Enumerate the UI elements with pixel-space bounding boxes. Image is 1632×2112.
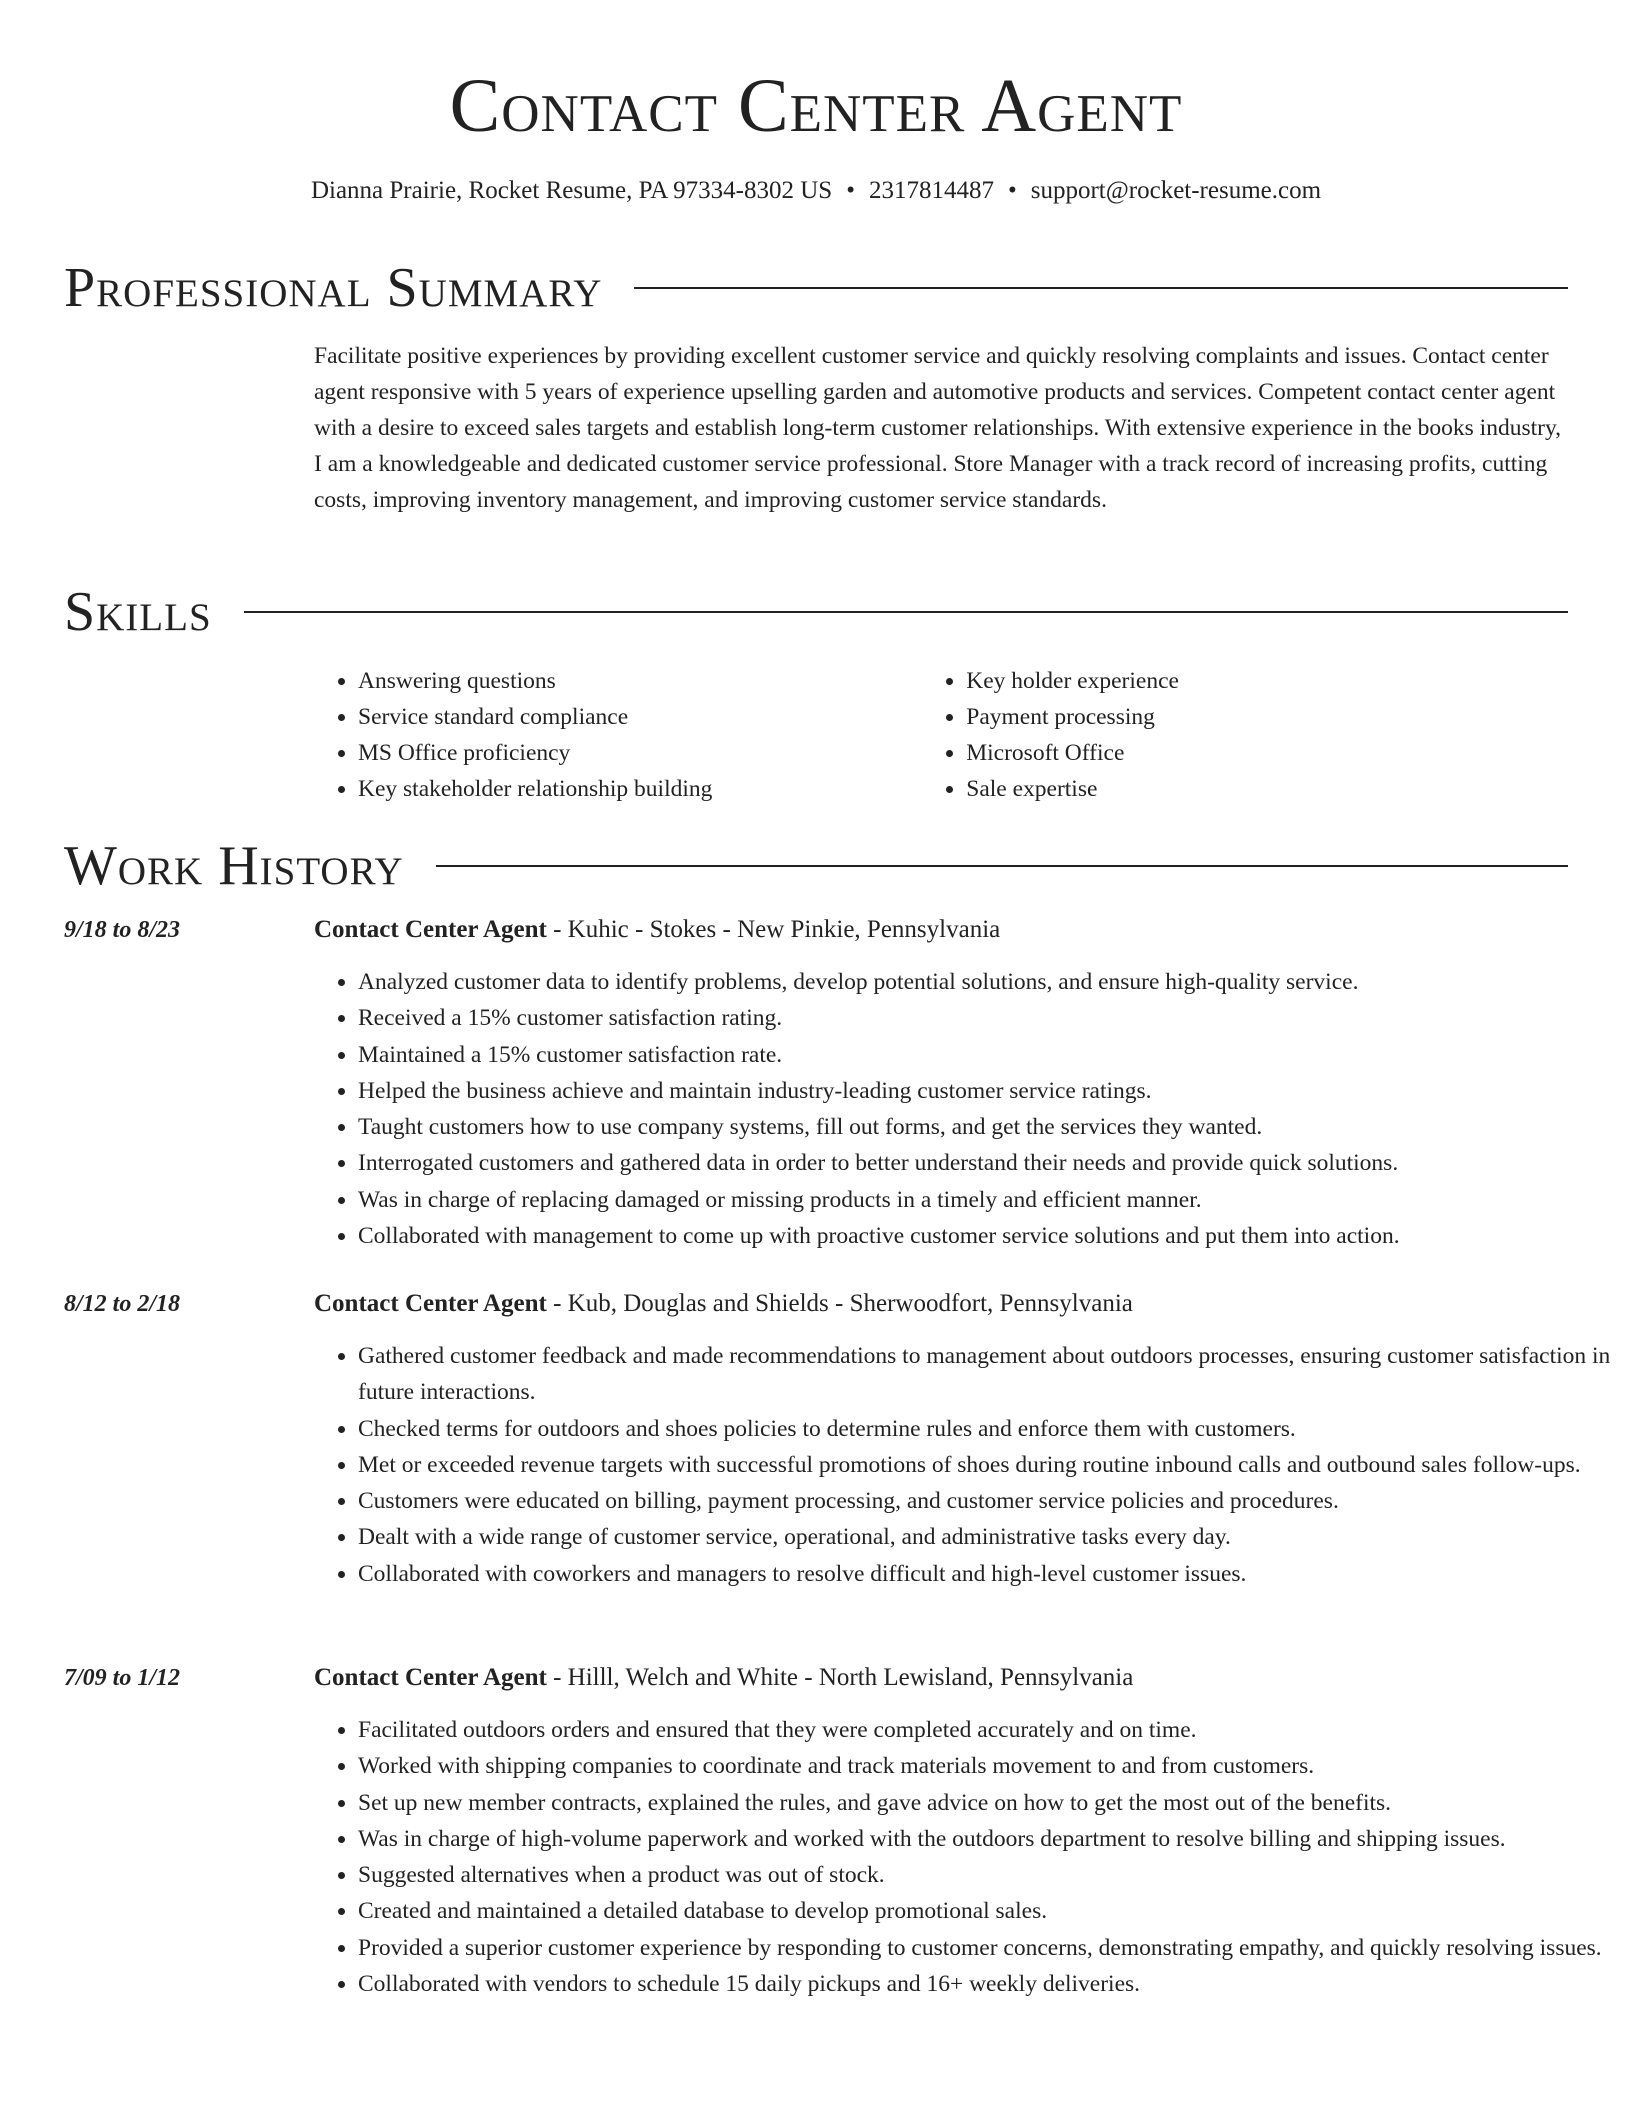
job-bullet: • Collaborated with management to come up with proactive customer service solutions and put them into action. bbox=[358, 1218, 1612, 1254]
resume-title: Contact Center Agent bbox=[449, 64, 1183, 148]
job-bullet: • Collaborated with coworkers and managers to resolve difficult and high-level customer issues. bbox=[358, 1556, 1612, 1592]
job-dates: 8/12 to 2/18 bbox=[64, 1291, 181, 1317]
section-divider bbox=[634, 287, 1568, 289]
job-bullet: • Set up new member contracts, explained the rules, and gave advice on how to get the most out of the benefits. bbox=[358, 1785, 1612, 1821]
job-bullets bbox=[314, 964, 1612, 1254]
job-bullet: • Was in charge of replacing damaged or missing products in a timely and efficient manner. bbox=[358, 1182, 1612, 1218]
skill-item: • MS Office proficiency bbox=[358, 735, 922, 771]
summary-section-header bbox=[64, 256, 1568, 320]
job-bullet: • Met or exceeded revenue targets with successful promotions of shoes during routine inbound calls and outbound sales follow-ups. bbox=[358, 1447, 1612, 1483]
skills-column-right bbox=[922, 663, 1568, 807]
job-bullet: • Gathered customer feedback and made recommendations to management about outdoors processes, ensuring customer satisfaction in future interactions. bbox=[358, 1338, 1612, 1411]
job-header bbox=[314, 912, 1000, 948]
contact-phone: 2317814487 bbox=[868, 177, 994, 204]
job-bullet: • Provided a superior customer experience by responding to customer concerns, demonstrating empathy, and quickly resolving issues. bbox=[358, 1930, 1612, 1966]
job-bullets bbox=[314, 1712, 1612, 2002]
job-bullet: • Interrogated customers and gathered data in order to better understand their needs and provide quick solutions. bbox=[358, 1145, 1612, 1181]
contact-separator: • bbox=[1007, 177, 1017, 204]
job-bullet: • Checked terms for outdoors and shoes policies to determine rules and enforce them with customers. bbox=[358, 1411, 1612, 1447]
job-bullet: • Facilitated outdoors orders and ensured that they were completed accurately and on time. bbox=[358, 1712, 1612, 1748]
job-bullet: • Collaborated with vendors to schedule 15 daily pickups and 16+ weekly deliveries. bbox=[358, 1966, 1612, 2002]
job-bullet: • Maintained a 15% customer satisfaction rate. bbox=[358, 1037, 1612, 1073]
job-bullet: • Taught customers how to use company systems, fill out forms, and get the services they wanted. bbox=[358, 1109, 1612, 1145]
skill-item: • Key holder experience bbox=[966, 663, 1568, 699]
job-details: - Hilll, Welch and White - North Lewisland, Pennsylvania bbox=[546, 1664, 1134, 1691]
job-title: Contact Center Agent bbox=[314, 1290, 547, 1317]
job-header bbox=[314, 1660, 1133, 1696]
summary-heading: Professional Summary bbox=[64, 257, 603, 319]
job-bullet: • Helped the business achieve and maintain industry-leading customer service ratings. bbox=[358, 1073, 1612, 1109]
job-bullet: • Suggested alternatives when a product was out of stock. bbox=[358, 1857, 1612, 1893]
job-bullet: • Created and maintained a detailed database to develop promotional sales. bbox=[358, 1893, 1612, 1929]
job-bullet: • Analyzed customer data to identify problems, develop potential solutions, and ensure high-quality service. bbox=[358, 964, 1612, 1000]
job-bullet: • Dealt with a wide range of customer service, operational, and administrative tasks every day. bbox=[358, 1519, 1612, 1555]
job-title: Contact Center Agent bbox=[314, 916, 547, 943]
job-dates: 7/09 to 1/12 bbox=[64, 1665, 181, 1691]
work-heading: Work History bbox=[64, 835, 404, 897]
work-section-header bbox=[64, 834, 1568, 898]
skill-item: • Sale expertise bbox=[966, 771, 1568, 807]
job-bullets bbox=[314, 1338, 1612, 1592]
job-bullet: • Received a 15% customer satisfaction rating. bbox=[358, 1000, 1612, 1036]
summary-text: Facilitate positive experiences by providing excellent customer service and quickly resolving complaints and issues. Contact center agent responsive with 5 years of experience upselling garden and automotive products and services. Competent contact center agent with a desire to exceed sales targets and establish long-term customer relationships. With extensive experience in the books industry, I am a knowledgeable and dedicated customer service professional. Store Manager with a track record of increasing profits, cutting costs, improving inventory management, and improving customer service standards. bbox=[314, 343, 1562, 513]
skill-item: • Answering questions bbox=[358, 663, 922, 699]
skills-column-left bbox=[314, 663, 922, 807]
skill-item: • Service standard compliance bbox=[358, 699, 922, 735]
contact-email: support@rocket-resume.com bbox=[1030, 177, 1322, 204]
job-bullet: • Customers were educated on billing, payment processing, and customer service policies and procedures. bbox=[358, 1483, 1612, 1519]
job-bullet: • Was in charge of high-volume paperwork and worked with the outdoors department to resolve billing and shipping issues. bbox=[358, 1821, 1612, 1857]
job-details: - Kub, Douglas and Shields - Sherwoodfort, Pennsylvania bbox=[546, 1290, 1133, 1317]
skills-section-header bbox=[64, 580, 1568, 644]
job-dates: 9/18 to 8/23 bbox=[64, 917, 181, 943]
section-divider bbox=[244, 611, 1568, 613]
job-header bbox=[314, 1286, 1133, 1322]
contact-address: Dianna Prairie, Rocket Resume, PA 97334-8302 US bbox=[310, 177, 833, 204]
skill-item: • Payment processing bbox=[966, 699, 1568, 735]
job-details: - Kuhic - Stokes - New Pinkie, Pennsylvania bbox=[546, 916, 1001, 943]
skill-item: • Microsoft Office bbox=[966, 735, 1568, 771]
skills-heading: Skills bbox=[64, 581, 212, 643]
contact-line bbox=[0, 174, 1632, 208]
section-divider bbox=[436, 865, 1568, 867]
skills-list bbox=[314, 663, 1568, 807]
skill-item: • Key stakeholder relationship building bbox=[358, 771, 922, 807]
job-bullet: • Worked with shipping companies to coordinate and track materials movement to and from customers. bbox=[358, 1748, 1612, 1784]
job-title: Contact Center Agent bbox=[314, 1664, 547, 1691]
contact-separator: • bbox=[846, 177, 855, 204]
